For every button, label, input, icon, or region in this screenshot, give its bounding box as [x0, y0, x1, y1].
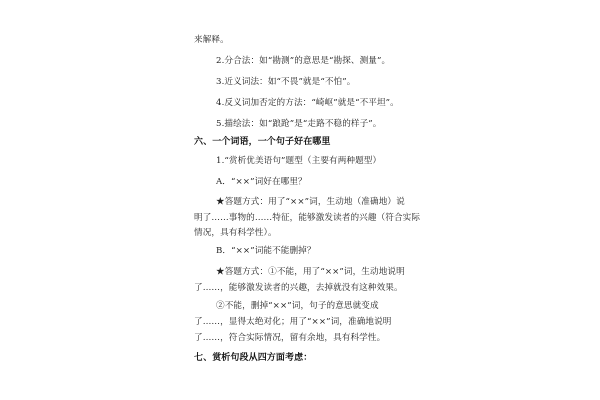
paragraph-line-1: 来解释。: [194, 35, 229, 45]
question-b-line: B．“××”词能不能删掉？: [216, 246, 316, 256]
answer-a-line-3: 情况，具有科学性）。: [194, 228, 277, 238]
method-3-line: 3.近义词法：如“不畏”就是“不怕”。: [216, 77, 356, 87]
method-4-line: 4.反义词加否定的方法：“崎岖”就是“不平坦”。: [216, 98, 399, 108]
question-a-line: A．“××”词好在哪里？: [216, 177, 307, 187]
section-7-heading: 七、赏析句段从四方面考虑：: [194, 353, 313, 363]
answer-a-line-2: 明了……事物的……特征，能够激发读者的兴趣（符合实际: [194, 213, 421, 223]
answer-b-line-3: ②不能，删掉“××”词，句子的意思就变成: [216, 301, 379, 311]
answer-b-line-5: 了……，符合实际情况，留有余地，具有科学性。: [194, 333, 386, 343]
section-6-heading: 六、一个词语，一个句子好在哪里: [194, 137, 331, 147]
question-type-line: 1.“赏析优美语句”题型（主要有两种题型）: [216, 156, 382, 166]
answer-a-line-1: ★答题方式：用了“××”词，生动地（准确地）说: [216, 197, 405, 207]
method-5-line: 5.描绘法：如“踉跄”是“走路不稳的样子”。: [216, 119, 382, 129]
answer-b-line-4: 了……，显得太绝对化；用了“××”词，准确地说明: [194, 317, 392, 327]
answer-b-line-1: ★答题方式：①不能，用了“××”词，生动地说明: [216, 267, 405, 277]
answer-b-line-2: 了……，能够激发读者的兴趣，去掉就没有这种效果。: [194, 283, 403, 293]
method-2-line: 2.分合法：如“勘测”的意思是“勘探、测量”。: [216, 56, 391, 66]
